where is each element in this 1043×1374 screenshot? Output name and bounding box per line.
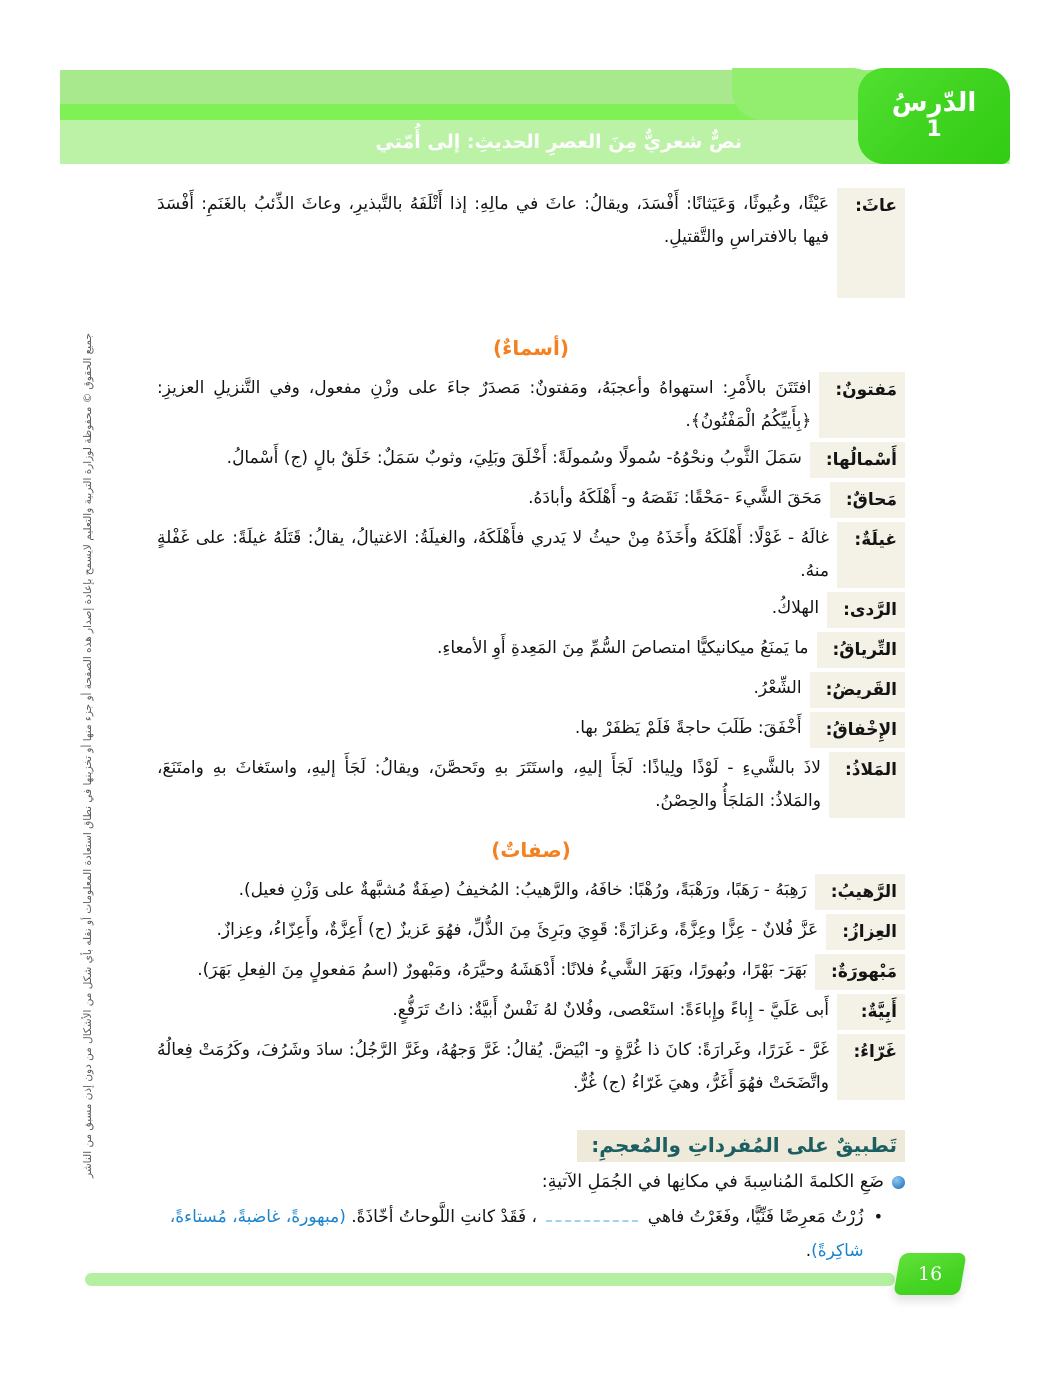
glossary-entry [157, 522, 905, 588]
glossary-entry [157, 954, 905, 990]
glossary-entry [157, 712, 905, 748]
definition-text: الشِّعْرُ. [753, 678, 802, 698]
glossary-entry [157, 874, 905, 910]
definition-text: غَرَّ - غَرَرًا، وغَرارَةً: كانَ ذا غُرَّةٍ و- ابْيَضَّ. يُقالُ: غَرَّ وَجهُهُ، وغَرَّ الرَّجُلُ: سادَ وشَرُفَ، وكَرُمَتْ فِعالُهُ واتَّضَحَتْ فهُوَ أَغَرُّ، وهيَ غَرّاءُ (ج) غُرٌّ. [157, 1040, 829, 1093]
exercise-after-blank: ، فَقَدْ كانتِ اللَّوحاتُ أخّاذَةً. [351, 1207, 537, 1227]
page-content [157, 188, 905, 1268]
lead-entries [157, 188, 905, 298]
term-box: غَرّاءُ: [837, 1034, 905, 1100]
term-box: عاثَ: [837, 188, 905, 298]
glossary-entry [157, 914, 905, 950]
term-box: غيلَةٌ: [837, 522, 905, 588]
section-heading: (أسماءٌ) [493, 336, 569, 360]
glossary-entry [157, 482, 905, 518]
term-box: الإِخْفاقُ: [810, 712, 905, 748]
definition-text: الهلاكُ. [771, 598, 820, 618]
term-box: أَسْمالُها: [810, 442, 905, 478]
page-number-tab [893, 1253, 966, 1295]
definition-text: مَحَقَ الشَّيءَ -مَحْقًا: نَقَصَهُ و- أَهْلَكَهُ وأبادَهُ. [528, 488, 822, 508]
glossary-entry [157, 752, 905, 818]
bullet-circle-icon [892, 1176, 905, 1189]
fill-in-blank[interactable] [546, 1210, 638, 1222]
term-box: الرَّهيبُ: [815, 874, 905, 910]
lesson-tab [858, 68, 1010, 164]
definition-text: عَزَّ فُلانٌ - عِزًّا وعِزَّةً، وعَزازَةً: قَوِيَ وبَرِئَ مِنَ الذُّلِّ، فهُوَ عَزيزٌ (ج) أَعِزَّةٌ، وأَعِزّاءُ، وعِزازٌ. [216, 920, 819, 940]
exercise-before-blank: زُرْتُ مَعرِضًا فَنِّيًّا، وفَغَرْتُ فاهي [647, 1207, 864, 1227]
glossary-entry [157, 372, 905, 438]
definition-text: غالَهُ - غَوْلًا: أَهْلَكَهُ وأَخَذَهُ مِنْ حيثُ لا يَدري فأَهْلَكَهُ، والغيلَةُ: الاغتيالُ، يقالُ: قَتَلَهُ غيلَةً: على غَفْلةٍ منهُ. [157, 528, 829, 581]
definition-text: افتَتَنَ بالأَمْرِ: استهواهُ وأعجبَهُ، ومَفتونٌ: مَصدَرٌ جاءَ على وزْنِ مفعول، وفي التَّنزيلِ العزيزِ: ﴿بِأَييِّكُمُ الْمَفْتُونُ﴾. [157, 378, 812, 431]
lesson-number: 1 [926, 117, 942, 143]
definition-text: لاذَ بالشَّيءِ - لَوْذًا ولِياذًا: لَجَأَ إليهِ، واستَتَرَ بهِ وتَحصَّنَ، ويقالُ: لَجَأَ إليهِ، واستَغاثَ بهِ وامتَنَعَ، والمَلاذُ: المَلجَأُ والحِصْنُ. [157, 758, 821, 811]
term-box: مَحاقٌ: [830, 482, 905, 518]
definition-text: ما يَمنَعُ ميكانيكيًّا امتصاصَ السُّمِّ مِنَ المَعِدةِ أَوِ الأمعاءِ. [437, 638, 809, 658]
glossary-sections [157, 336, 905, 1100]
page-number: 16 [917, 1263, 943, 1285]
glossary-entry [157, 994, 905, 1030]
lesson-label: الدّرسُ [891, 87, 977, 118]
definition-text: أَخْفَقَ: طَلَبَ حاجةً فَلَمْ يَظفَرْ بها. [574, 718, 802, 738]
exercise-trailing-period: . [805, 1241, 812, 1261]
term-box: الرَّدى: [827, 592, 905, 628]
application-heading: تَطبيقٌ على المُفرداتِ والمُعجمِ: [577, 1130, 905, 1162]
glossary-entry [157, 632, 905, 668]
term-box: التِّرياقُ: [817, 632, 906, 668]
instruction-row [157, 1172, 905, 1192]
term-box: العِزازُ: [826, 914, 905, 950]
glossary-entry [157, 592, 905, 628]
lesson-header [60, 68, 1010, 164]
term-box: مَبْهورَةٌ: [815, 954, 905, 990]
glossary-entry [157, 672, 905, 708]
glossary-entry [157, 442, 905, 478]
definition-text: سَمَلَ الثَّوبُ ونحْوُهُ- سُمولًا وسُمولَةً: أَخْلَقَ وبَلِيَ، وثوبٌ سَمَلٌ: خَلَقٌ بالٍ (ج) أَسْمالُ. [226, 448, 802, 468]
dot-bullet-icon: • [873, 1207, 883, 1226]
copyright-sidebar-text: جميع الحقوق © محفوظة لوزارة التربية والتعليم لايسمح بإعادة إصدار هذه الصفحة أو جزء منها أو تخزينها في نطاق استعادة المعلومات أو نقله بأي شكل من الأشكال من دون إذن مسبق من الناشر [82, 333, 94, 1178]
exercise-row [157, 1200, 905, 1268]
footer-bar [85, 1273, 895, 1286]
term-box: المَلاذُ: [829, 752, 905, 818]
glossary-entry [157, 1034, 905, 1100]
instruction-text: ضَعِ الكلمةَ المُناسِبةَ في مكانِها في الجُمَلِ الآتيةِ: [541, 1172, 884, 1192]
definition-text: أَبى عَلَيَّ - إِباءً وإِباءَةً: استَعْصى، وفُلانٌ لهُ نَفْسٌ أَبيَّةٌ: ذاتُ تَرَفُّعٍ. [392, 1000, 829, 1020]
term-box: القَريضُ: [810, 672, 905, 708]
term-box: أَبِيَّةٌ: [837, 994, 905, 1030]
definition-text: عَيْثًا، وعُيوثًا، وَعَيَثانًا: أَفْسَدَ، ويقالُ: عاثَ في مالِهِ: إذا أَتْلَفَهُ بالتَّبذيرِ، وعاثَ الذِّئبُ بالغَنَمِ: أَفْسَدَ فيها بالافتراسِ والتَّقتيلِ. [157, 194, 829, 247]
definition-text: رَهِبَهُ - رَهَبًا، ورَهْبَةً، ورُهْبًا: خافَهُ، والرَّهيبُ: المُخيفُ (صِفَةٌ مُشبَّهةٌ على وَزْنِ فعيل). [238, 880, 807, 900]
application-section [157, 1130, 905, 1268]
section-heading: (صفاتٌ) [491, 838, 571, 862]
spacer [157, 302, 905, 316]
term-box: مَفتونٌ: [819, 372, 905, 438]
exercise-options: (مبهورةً، غاضبةً، مُستاءةً، شاكِرةً) [169, 1207, 864, 1261]
lesson-subtitle: نصٌّ شعريٌّ مِنَ العصرِ الحديثِ: إلى أُمّتي [375, 131, 742, 153]
exercise-text [157, 1200, 864, 1268]
definition-text: بَهَرَ- بَهْرًا، وبُهورًا، وبَهَرَ الشَّيءُ فلانًا: أَدْهَشَهُ وحيَّرَهُ، ومَبْهورٌ (اسمُ مَفعولٍ مِنَ الفِعلِ بَهَرَ). [197, 960, 808, 980]
glossary-entry [157, 188, 905, 298]
application-heading-wrap [157, 1130, 905, 1162]
